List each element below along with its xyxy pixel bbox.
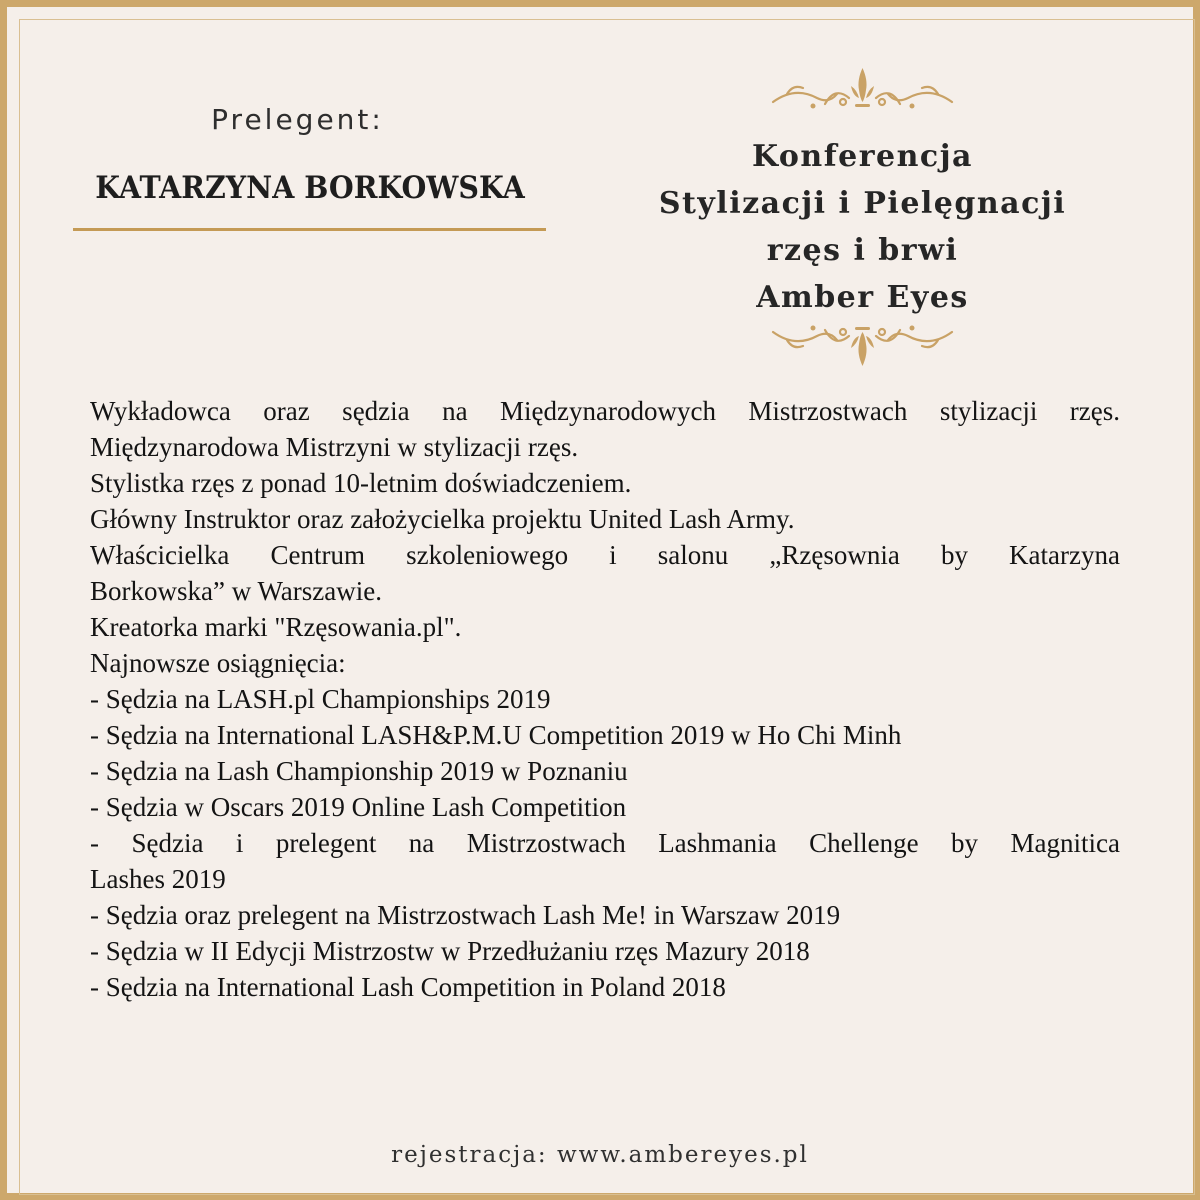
name-underline: [73, 228, 546, 231]
conference-title-line: Stylizacji i Pielęgnacji: [658, 186, 1067, 221]
ornament-bottom-icon: [765, 320, 960, 370]
bio-line: Wykładowca oraz sędzia na Międzynarodowych Mistrzostwach stylizacji rzęs.: [90, 396, 1120, 426]
achievement-item: - Sędzia na Lash Championship 2019 w Poznaniu: [90, 756, 628, 786]
conference-title-line: Amber Eyes: [756, 280, 969, 315]
achievement-item: - Sędzia oraz prelegent na Mistrzostwach Lash Me! in Warszaw 2019: [90, 900, 841, 930]
achievement-item: - Sędzia na International Lash Competition in Poland 2018: [90, 972, 726, 1002]
bio-line: Właścicielka Centrum szkoleniowego i salonu „Rzęsownia by Katarzyna: [90, 540, 1120, 570]
bio-line: Kreatorka marki "Rzęsowania.pl".: [90, 612, 462, 642]
achievement-item: - Sędzia w II Edycji Mistrzostw w Przedłużaniu rzęs Mazury 2018: [90, 936, 810, 966]
achievement-item: - Sędzia na International LASH&P.M.U Competition 2019 w Ho Chi Minh: [90, 720, 902, 750]
bio-line: Główny Instruktor oraz założycielka projektu United Lash Army.: [90, 504, 795, 534]
conference-title: [600, 133, 1125, 321]
speaker-bio: [90, 393, 1120, 1005]
registration-footer: rejestracja: www.ambereyes.pl: [391, 1142, 809, 1168]
conference-title-line: rzęs i brwi: [766, 233, 959, 268]
bio-line: Najnowsze osiągnięcia:: [90, 648, 346, 678]
bio-line: Międzynarodowa Mistrzyni w stylizacji rzęs.: [90, 432, 579, 462]
speaker-label: Prelegent:: [211, 103, 384, 136]
achievement-item: - Sędzia i prelegent na Mistrzostwach Lashmania Chellenge by Magnitica: [90, 828, 1120, 858]
bio-line: Borkowska” w Warszawie.: [90, 576, 382, 606]
ornament-top-icon: [765, 64, 960, 114]
conference-title-line: Konferencja: [752, 139, 973, 174]
speaker-name: KATARZYNA BORKOWSKA: [95, 170, 525, 206]
achievement-item: - Sędzia na LASH.pl Championships 2019: [90, 684, 551, 714]
bio-line: Stylistka rzęs z ponad 10-letnim doświadczeniem.: [90, 468, 632, 498]
achievement-item: - Sędzia w Oscars 2019 Online Lash Competition: [90, 792, 627, 822]
achievement-item: Lashes 2019: [90, 864, 226, 894]
